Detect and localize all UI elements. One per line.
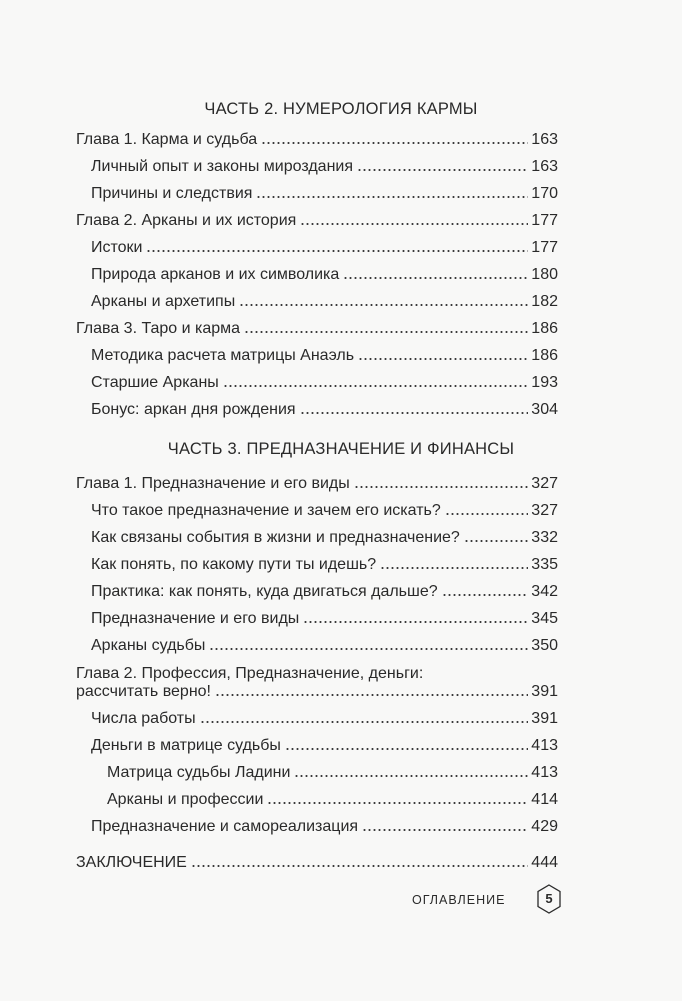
toc-entry-page: 350 (531, 637, 558, 654)
dot-leader (300, 411, 529, 415)
toc-entry[interactable] (91, 371, 558, 393)
toc-entry[interactable] (76, 472, 558, 494)
toc-entry[interactable] (91, 734, 558, 756)
dot-leader (343, 276, 528, 280)
dot-leader (354, 485, 529, 489)
toc-entry-label: Что такое предназначение и зачем его искать? (91, 502, 441, 519)
dot-leader (261, 141, 528, 145)
toc-entry[interactable] (91, 707, 558, 729)
toc-entry-page: 163 (531, 158, 558, 175)
toc-entry-page: 332 (531, 529, 558, 546)
toc-entry[interactable] (91, 499, 558, 521)
toc-entry[interactable] (91, 398, 558, 420)
toc-entry-label: Арканы и архетипы (91, 293, 236, 310)
toc-entry[interactable] (76, 317, 558, 339)
toc-entry-label: Числа работы (91, 710, 196, 727)
dot-leader (244, 330, 528, 334)
toc-entry-label: Личный опыт и законы мироздания (91, 158, 354, 175)
toc-entry[interactable] (91, 290, 558, 312)
toc-entry-page: 335 (531, 556, 558, 573)
toc-entry[interactable] (91, 815, 558, 837)
toc-entry-page: 327 (531, 502, 558, 519)
toc-entry-label: Истоки (91, 239, 143, 256)
dot-leader (294, 774, 528, 778)
toc-entry[interactable] (91, 634, 558, 656)
dot-leader (146, 249, 528, 253)
toc-entry[interactable] (91, 155, 558, 177)
dot-leader (380, 566, 528, 570)
toc-entry-page: 391 (531, 683, 558, 700)
dot-leader (358, 357, 528, 361)
toc-entry-label: Матрица судьбы Ладини (107, 764, 291, 781)
running-footer-label: ОГЛАВЛЕНИЕ (412, 893, 506, 907)
toc-entry-page: 170 (531, 185, 558, 202)
toc-entry-label: Старшие Арканы (91, 374, 219, 391)
toc-entry-page: 345 (531, 610, 558, 627)
toc-entry-label: Глава 1. Предназначение и его виды (76, 475, 350, 492)
toc-entry[interactable] (91, 526, 558, 548)
toc-entry[interactable] (91, 553, 558, 575)
toc-entry-label: Бонус: аркан дня рождения (91, 401, 296, 418)
toc-entry-label-line1[interactable]: Глава 2. Профессия, Предназначение, деньги: (76, 665, 424, 682)
dot-leader (357, 168, 528, 172)
toc-entry[interactable] (76, 680, 558, 702)
toc-entry-label: Природа арканов и их символика (91, 266, 340, 283)
dot-leader (303, 620, 528, 624)
dot-leader (445, 512, 529, 516)
toc-entry-page: 177 (531, 239, 558, 256)
dot-leader (267, 801, 528, 805)
dot-leader (239, 303, 528, 307)
toc-entry-label: ЗАКЛЮЧЕНИЕ (76, 854, 187, 871)
dot-leader (256, 195, 528, 199)
toc-entry-page: 414 (531, 791, 558, 808)
toc-entry-label: Предназначение и самореализация (91, 818, 359, 835)
toc-entry[interactable] (76, 128, 558, 150)
toc-entry[interactable] (91, 607, 558, 629)
dot-leader (285, 747, 528, 751)
toc-entry-label: Арканы и профессии (107, 791, 264, 808)
toc-entry[interactable] (91, 182, 558, 204)
toc-entry-label: Глава 3. Таро и карма (76, 320, 241, 337)
toc-entry-conclusion[interactable] (76, 851, 558, 873)
dot-leader (200, 720, 529, 724)
dot-leader (464, 539, 528, 543)
toc-entry-label: Арканы судьбы (91, 637, 206, 654)
toc-entry-page: 163 (531, 131, 558, 148)
dot-leader (209, 647, 528, 651)
toc-entry-page: 182 (531, 293, 558, 310)
dot-leader (191, 864, 528, 868)
page-number-badge (537, 884, 561, 914)
toc-entry-label: Методика расчета матрицы Анаэль (91, 347, 355, 364)
toc-entry-label: Глава 1. Карма и судьба (76, 131, 258, 148)
toc-entry-page: 342 (531, 583, 558, 600)
toc-entry-page: 186 (531, 320, 558, 337)
toc-entry-page: 177 (531, 212, 558, 229)
dot-leader (215, 693, 528, 697)
toc-entry-label: Предназначение и его виды (91, 610, 300, 627)
toc-entry-page: 413 (531, 764, 558, 781)
toc-entry-label: Практика: как понять, куда двигаться дальше? (91, 583, 438, 600)
toc-entry-page: 180 (531, 266, 558, 283)
toc-entry-page: 444 (531, 854, 558, 871)
dot-leader (442, 593, 529, 597)
toc-entry[interactable] (91, 580, 558, 602)
toc-entry[interactable] (91, 236, 558, 258)
toc-entry-page: 186 (531, 347, 558, 364)
toc-entry[interactable] (107, 761, 558, 783)
dot-leader (362, 828, 528, 832)
toc-entry-label: Как понять, по какому пути ты идешь? (91, 556, 377, 573)
dot-leader (300, 222, 528, 226)
toc-entry-label: Глава 2. Арканы и их история (76, 212, 297, 229)
toc-entry-page: 327 (531, 475, 558, 492)
dot-leader (223, 384, 529, 388)
part-3-title: ЧАСТЬ 3. ПРЕДНАЗНАЧЕНИЕ И ФИНАНСЫ (167, 440, 515, 458)
toc-entry-page: 413 (531, 737, 558, 754)
toc-entry[interactable] (91, 263, 558, 285)
toc-entry-page: 193 (531, 374, 558, 391)
toc-entry-label: Как связаны события в жизни и предназначение? (91, 529, 460, 546)
toc-entry-label: Причины и следствия (91, 185, 253, 202)
toc-entry-label: Деньги в матрице судьбы (91, 737, 281, 754)
toc-entry-label: рассчитать верно! (76, 683, 211, 700)
page-number: 5 (545, 891, 553, 906)
toc-entry-page: 429 (531, 818, 558, 835)
part-2-title: ЧАСТЬ 2. НУМЕРОЛОГИЯ КАРМЫ (204, 100, 478, 118)
toc-entry[interactable] (107, 788, 558, 810)
toc-entry[interactable] (76, 209, 558, 231)
toc-entry-page: 391 (531, 710, 558, 727)
toc-entry[interactable] (91, 344, 558, 366)
toc-entry-page: 304 (531, 401, 558, 418)
